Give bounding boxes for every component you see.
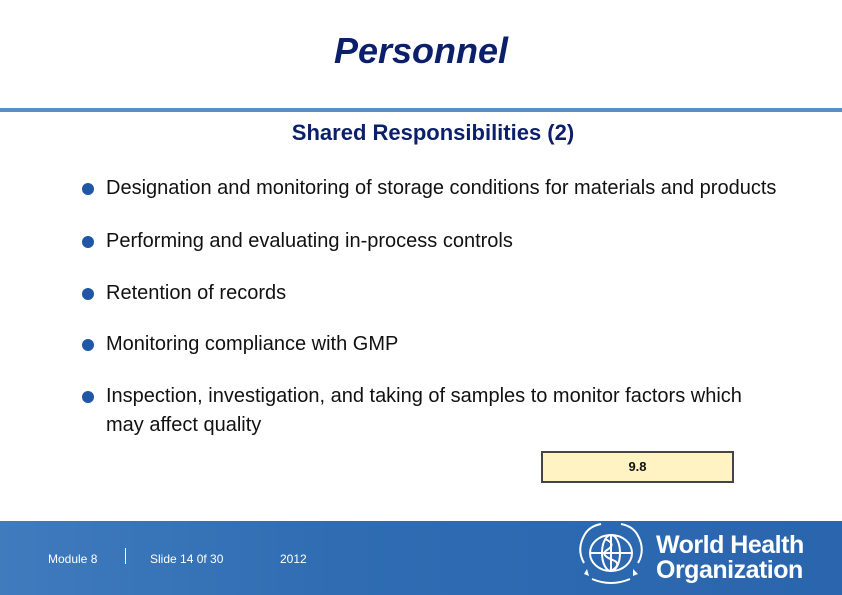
year-label: 2012: [280, 552, 307, 566]
title-divider: [0, 108, 842, 112]
reference-box: 9.8: [541, 451, 734, 483]
list-item: [82, 382, 782, 440]
list-item: [82, 279, 782, 308]
who-emblem-icon: [572, 521, 650, 593]
footer-separator: [125, 548, 126, 564]
slide-number: Slide 14 0f 30: [150, 552, 224, 566]
bullet-text: Designation and monitoring of storage conditions for materials and products: [106, 177, 777, 199]
bullet-dot-icon: [82, 339, 94, 351]
list-item: [82, 330, 782, 359]
who-name-line2: Organization: [656, 556, 803, 584]
footer-bar: [0, 521, 842, 595]
bullet-text: Inspection, investigation, and taking of samples to monitor factors which may affect quality: [106, 385, 742, 436]
slide-title: Personnel: [333, 30, 509, 71]
bullet-text: Monitoring compliance with GMP: [106, 333, 399, 355]
list-item: [82, 174, 782, 203]
module-label: Module 8: [48, 552, 98, 566]
bullet-dot-icon: [82, 391, 94, 403]
bullet-text: Retention of records: [106, 282, 287, 304]
list-item: [82, 227, 782, 256]
bullet-list: [82, 174, 782, 440]
bullet-dot-icon: [82, 288, 94, 300]
bullet-dot-icon: [82, 236, 94, 248]
bullet-dot-icon: [82, 183, 94, 195]
who-name-line1: World Health: [656, 531, 804, 559]
bullet-text: Performing and evaluating in-process controls: [106, 230, 513, 252]
slide-subtitle: Shared Responsibilities (2): [291, 120, 575, 145]
